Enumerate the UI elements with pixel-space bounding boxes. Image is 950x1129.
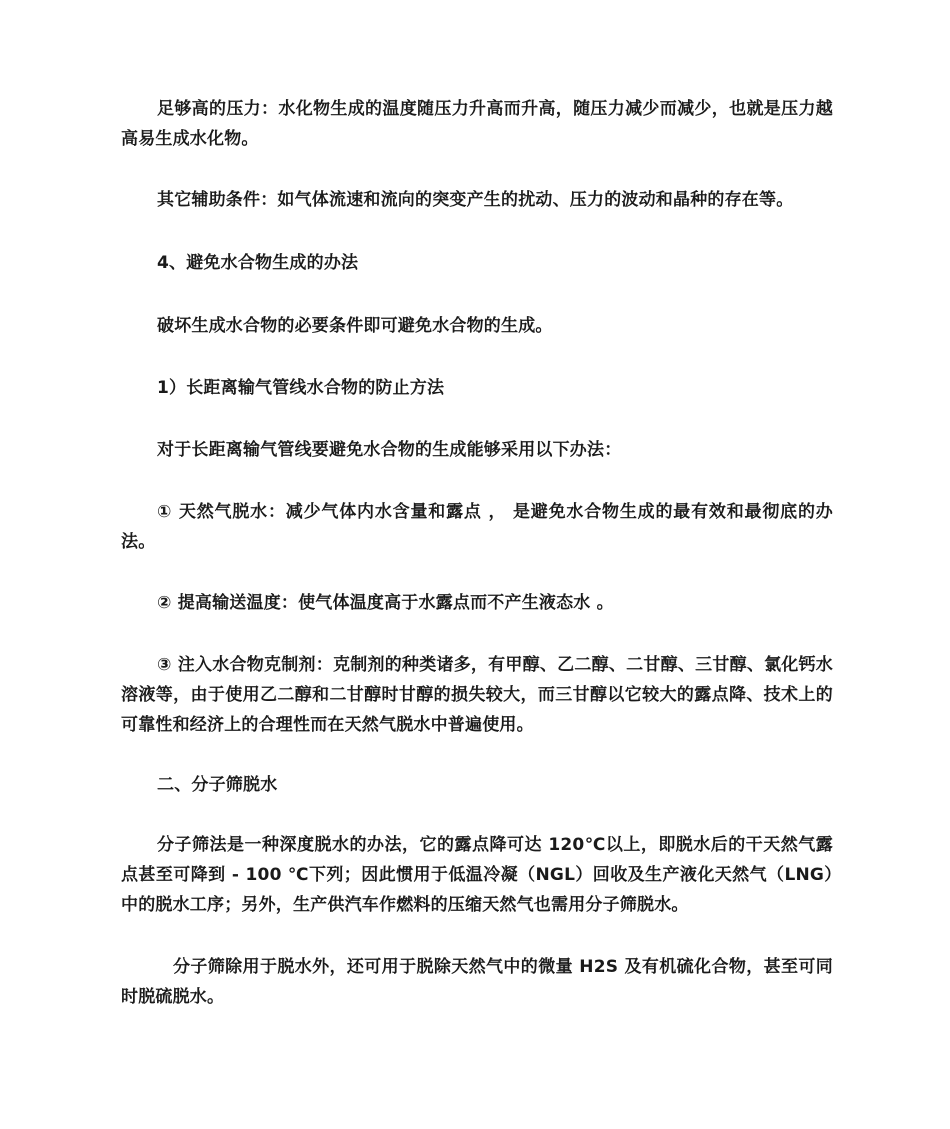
paragraph-high-pressure: 足够高的压力：水化物生成的温度随压力升高而升高，随压力减少而减少，也就是压力越高易生成水化物。 xyxy=(121,99,833,149)
subheading-pipeline-prevention: 1）长距离输气管线水合物的防止方法 xyxy=(157,378,445,398)
list-item-dehydration: ① 天然气脱水：减少气体内水含量和露点 ， 是避免水合物生成的最有效和最彻底的办法。 xyxy=(121,502,833,552)
section-heading-avoid-hydrate: 4、避免水合物生成的办法 xyxy=(157,253,359,273)
list-item-raise-temperature: ② 提高输送温度：使气体温度高于水露点而不产生液态水 。 xyxy=(157,593,614,613)
section-heading-molecular-sieve: 二、分子筛脱水 xyxy=(157,775,278,795)
list-item-inhibitor: ③ 注入水合物克制剂：克制剂的种类诸多，有甲醇、乙二醇、二甘醇、三甘醇、氯化钙水溶液等，由于使用乙二醇和二甘醇时甘醇的损失较大，而三甘醇以它较大的露点降、技术上的可靠性和经济上的合理性而在天然气脱水中普遍使用。 xyxy=(121,655,833,735)
paragraph-break-conditions: 破坏生成水合物的必要条件即可避免水合物的生成。 xyxy=(157,316,553,336)
paragraph-molecular-sieve-uses: 分子筛除用于脱水外，还可用于脱除天然气中的微量 H2S 及有机硫化合物，甚至可同时脱硫脱水。 xyxy=(121,957,833,1007)
paragraph-pipeline-methods: 对于长距离输气管线要避免水合物的生成能够采用以下办法： xyxy=(157,440,622,460)
paragraph-molecular-sieve-method: 分子筛法是一种深度脱水的办法，它的露点降可达 120℃以上，即脱水后的干天然气露点甚至可降到 - 100 ℃下列；因此惯用于低温冷凝（NGL）回收及生产液化天然气（LNG）中的脱水工序；另外，生产供汽车作燃料的压缩天然气也需用分子筛脱水。 xyxy=(121,835,833,915)
paragraph-other-conditions: 其它辅助条件：如气体流速和流向的突变产生的扰动、压力的波动和晶种的存在等。 xyxy=(157,190,794,210)
